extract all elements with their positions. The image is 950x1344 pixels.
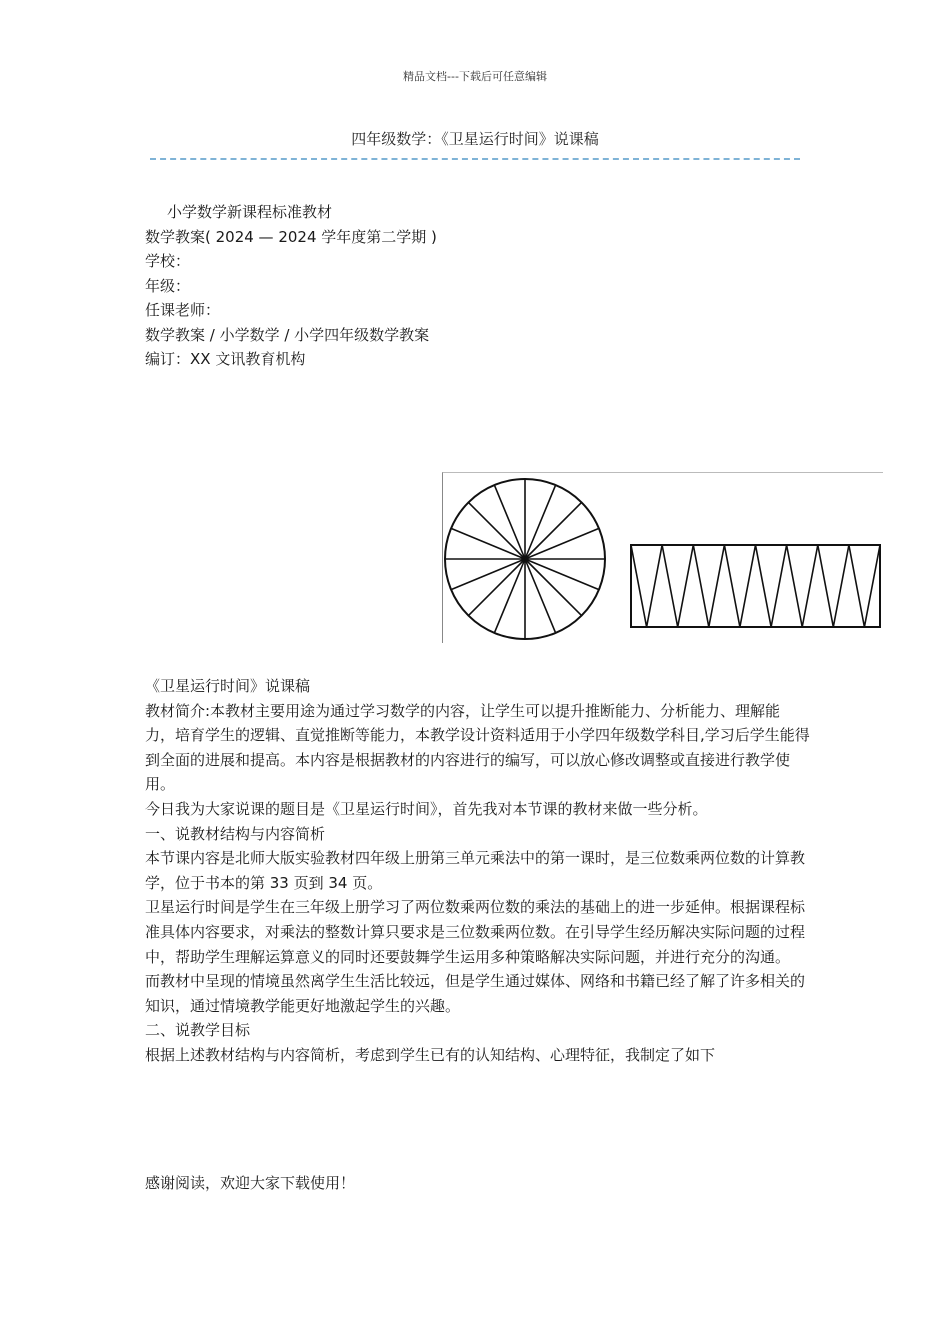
header-note: 精品文档---下载后可任意编辑 <box>403 70 547 83</box>
sector-radius <box>468 502 525 559</box>
rearranged-strip <box>631 545 880 627</box>
dashed-divider <box>150 158 800 160</box>
sector-circle <box>445 479 605 639</box>
meta-grade: 年级： <box>145 276 191 295</box>
paragraph-extension: 卫星运行时间是学生在三年级上册学习了两位数乘两位数的乘法的基础上的进一步延伸。根据课程标准具体内容要求，对乘法的整数计算只要求是三位数乘两位数。在引导学生经历解决实际问题的过程中，帮助学生理解运算意义的同时还要鼓舞学生运用多种策略解决实际问题，并进行充分的沟通。 <box>145 898 806 966</box>
circle-area-figure <box>442 472 883 643</box>
paragraph-content: 本节课内容是北师大版实验教材四年级上册第三单元乘法中的第一课时，是三位数乘两位数的计算教学，位于书本的第 33 页到 34 页。 <box>145 849 806 892</box>
meta-editor: 编订：XX 文讯教育机构 <box>145 350 306 368</box>
paragraph-goals: 根据上述教材结构与内容简析，考虑到学生已有的认知结构、心理特征，我制定了如下 <box>145 1045 716 1064</box>
paragraph-context: 而教材中呈现的情境虽然离学生生活比较远，但是学生通过媒体、网络和书籍已经了解了许多相关的知识，通过情境教学能更好地激起学生的兴趣。 <box>145 972 806 1015</box>
section-title: 《卫星运行时间》说课稿 <box>145 677 311 695</box>
metadata-block <box>145 200 437 372</box>
meta-curriculum: 小学数学新课程标准教材 <box>167 203 333 221</box>
paragraph-intro: 教材简介:本教材主要用途为通过学习数学的内容，让学生可以提升推断能力、分析能力、理解能力，培育学生的逻辑、直觉推断等能力，本教学设计资料适用于小学四年级数学科目,学习后学生能得到全面的进展和提高。本内容是根据教材的内容进行的编写，可以放心修改调整或直接进行教学使用。 <box>145 701 810 794</box>
meta-teacher: 任课老师： <box>145 301 221 319</box>
meta-term: 数学教案( 2024 — 2024 学年度第二学期 ) <box>145 227 437 246</box>
body-text <box>145 674 810 1068</box>
meta-category: 数学教案 / 小学数学 / 小学四年级数学教案 <box>145 325 430 344</box>
figure-svg <box>443 473 883 643</box>
sector-radius <box>525 502 582 559</box>
sector-radius <box>468 559 525 616</box>
closing-note: 感谢阅读，欢迎大家下载使用！ <box>145 1174 356 1192</box>
paragraph-topic: 今日我为大家说课的题目是《卫星运行时间》，首先我对本节课的教材来做一些分析。 <box>145 799 708 818</box>
sector-radius <box>525 559 582 616</box>
meta-school: 学校： <box>145 252 191 270</box>
strip-outline <box>631 545 880 627</box>
heading-goals: 二、说教学目标 <box>145 1021 251 1040</box>
strip-zigzag <box>631 545 880 627</box>
heading-structure: 一、说教材结构与内容简析 <box>145 824 326 843</box>
document-title: 四年级数学：《卫星运行时间》说课稿 <box>351 130 599 148</box>
